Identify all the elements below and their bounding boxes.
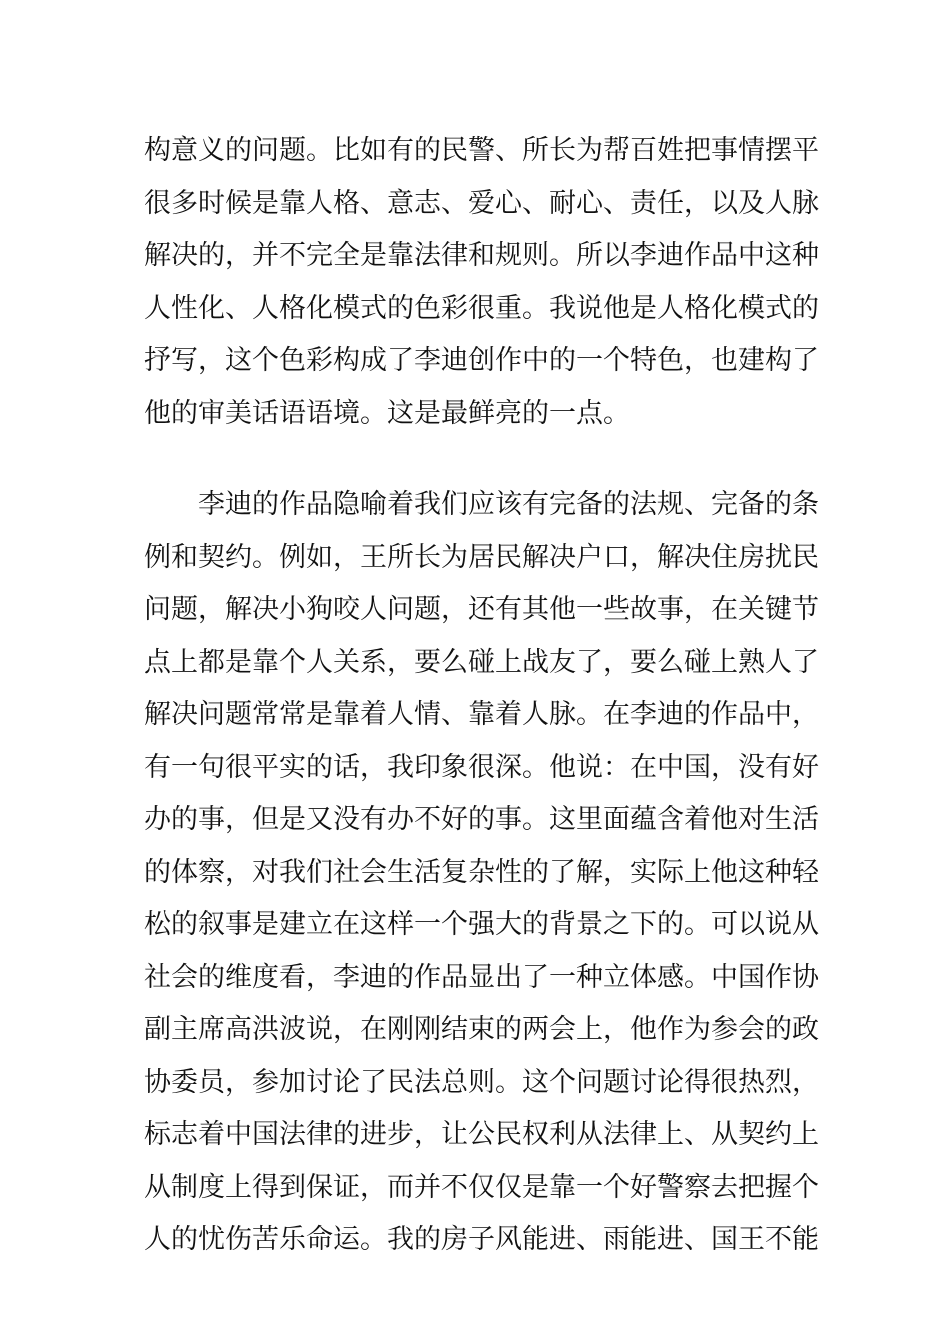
text-line: 松的叙事是建立在这样一个强大的背景之下的。可以说从 bbox=[144, 909, 819, 940]
text-line: 协委员，参加讨论了民法总则。这个问题讨论得很热烈， bbox=[144, 1066, 819, 1098]
paragraph-2 bbox=[144, 479, 819, 1267]
text-line: 的体察，对我们社会生活复杂性的了解，实际上他这种轻 bbox=[144, 856, 819, 888]
text-line: 构意义的问题。比如有的民警、所长为帮百姓把事情摆平 bbox=[144, 135, 819, 166]
text-line: 标志着中国法律的进步，让公民权利从法律上、从契约上 bbox=[144, 1119, 819, 1150]
text-line: 解决问题常常是靠着人情、靠着人脉。在李迪的作品中， bbox=[144, 699, 819, 730]
text-line: 解决的，并不完全是靠法律和规则。所以李迪作品中这种 bbox=[144, 240, 819, 271]
text-line: 他的审美话语语境。这是最鲜亮的一点。 bbox=[144, 397, 630, 429]
text-line: 社会的维度看，李迪的作品显出了一种立体感。中国作协 bbox=[144, 961, 819, 993]
text-line: 办的事，但是又没有办不好的事。这里面蕴含着他对生活 bbox=[144, 804, 819, 835]
paragraph-1 bbox=[144, 125, 819, 440]
text-line: 副主席高洪波说，在刚刚结束的两会上，他作为参会的政 bbox=[144, 1014, 819, 1045]
text-line: 从制度上得到保证，而并不仅仅是靠一个好警察去把握个 bbox=[144, 1171, 819, 1203]
text-line: 抒写，这个色彩构成了李迪创作中的一个特色，也建构了 bbox=[144, 345, 819, 376]
text-line: 点上都是靠个人关系，要么碰上战友了，要么碰上熟人了 bbox=[144, 646, 819, 678]
text-line: 李迪的作品隐喻着我们应该有完备的法规、完备的条 bbox=[198, 489, 819, 520]
text-line: 人性化、人格化模式的色彩很重。我说他是人格化模式的 bbox=[144, 292, 819, 324]
text-line: 例和契约。例如，王所长为居民解决户口，解决住房扰民 bbox=[144, 541, 819, 573]
text-line: 很多时候是靠人格、意志、爱心、耐心、责任，以及人脉 bbox=[144, 187, 819, 219]
text-line: 问题，解决小狗咬人问题，还有其他一些故事，在关键节 bbox=[144, 594, 819, 625]
text-line: 有一句很平实的话，我印象很深。他说：在中国，没有好 bbox=[144, 751, 819, 783]
text-line: 人的忧伤苦乐命运。我的房子风能进、雨能进、国王不能 bbox=[144, 1224, 819, 1255]
